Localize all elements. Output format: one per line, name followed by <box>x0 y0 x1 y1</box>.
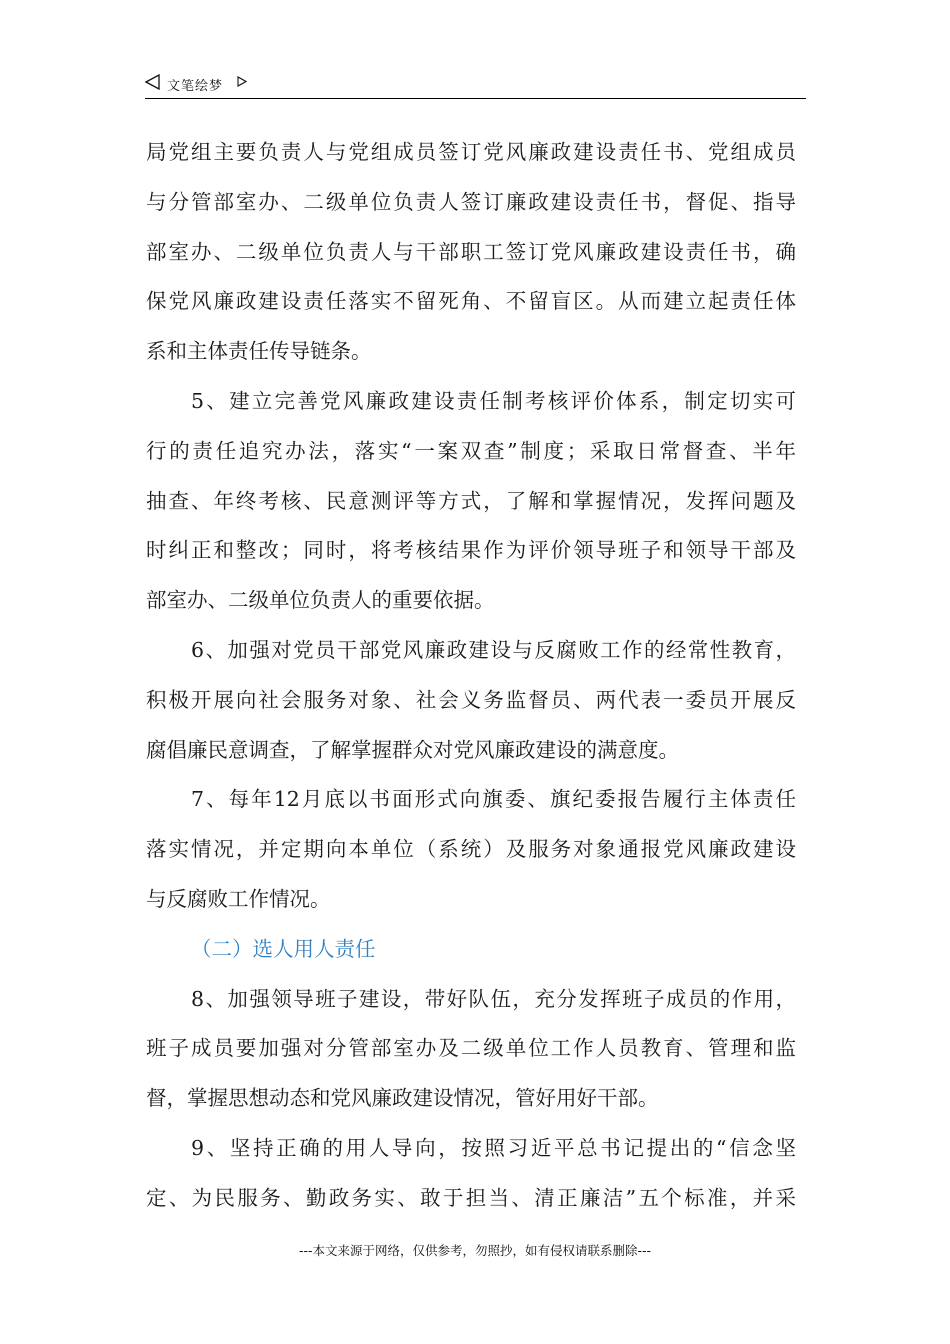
text-line: 班子成员要加强对分管部室办及二级单位工作人员教育、管理和监 <box>146 1036 796 1061</box>
text-line: 7、每年12月底以书面形式向旗委、旗纪委报告履行主体责任 <box>191 787 796 812</box>
section-heading: （二）选人用人责任 <box>191 936 376 961</box>
text-line: 与分管部室办、二级单位负责人签订廉政建设责任书，督促、指导 <box>146 189 796 214</box>
text-line: 督，掌握思想动态和党风廉政建设情况，管好用好干部。 <box>146 1086 659 1111</box>
text-line: 与反腐败工作情况。 <box>146 886 331 911</box>
text-line: 部室办、二级单位负责人的重要依据。 <box>146 588 495 613</box>
text-line: 腐倡廉民意调查，了解掌握群众对党风廉政建设的满意度。 <box>146 737 679 762</box>
text-line: 定、为民服务、勤政务实、敢于担当、清正廉洁”五个标准，并采 <box>146 1185 796 1210</box>
text-line: 部室办、二级单位负责人与干部职工签订党风廉政建设责任书，确 <box>146 239 796 264</box>
text-line: 行的责任追究办法，落实“一案双查”制度；采取日常督查、半年 <box>146 438 796 463</box>
text-line: 落实情况，并定期向本单位（系统）及服务对象通报党风廉政建设 <box>146 837 796 862</box>
text-line: 时纠正和整改；同时，将考核结果作为评价领导班子和领导干部及 <box>146 538 796 563</box>
text-line: 抽查、年终考核、民意测评等方式，了解和掌握情况，发挥问题及 <box>146 488 796 513</box>
text-line: 保党风廉政建设责任落实不留死角、不留盲区。从而建立起责任体 <box>146 289 796 314</box>
document-body <box>146 128 796 1224</box>
text-line: 积极开展向社会服务对象、社会义务监督员、两代表一委员开展反 <box>146 687 796 712</box>
triangle-right-icon <box>237 76 247 87</box>
page-header <box>145 72 806 99</box>
footer-notice: ---本文来源于网络，仅供参考，勿照抄，如有侵权请联系删除--- <box>298 1243 652 1258</box>
text-line: 9、坚持正确的用人导向，按照习近平总书记提出的“信念坚 <box>191 1135 796 1160</box>
text-line: 8、加强领导班子建设，带好队伍，充分发挥班子成员的作用， <box>191 986 796 1011</box>
text-line: 系和主体责任传导链条。 <box>146 339 372 364</box>
triangle-left-icon <box>145 74 161 90</box>
text-line: 6、加强对党员干部党风廉政建设与反腐败工作的经常性教育， <box>191 637 796 662</box>
text-line: 局党组主要负责人与党组成员签订党风廉政建设责任书、党组成员 <box>146 140 796 164</box>
text-line: 5、建立完善党风廉政建设责任制考核评价体系，制定切实可 <box>191 388 796 413</box>
header-brand: 文笔绘梦 <box>167 79 224 94</box>
